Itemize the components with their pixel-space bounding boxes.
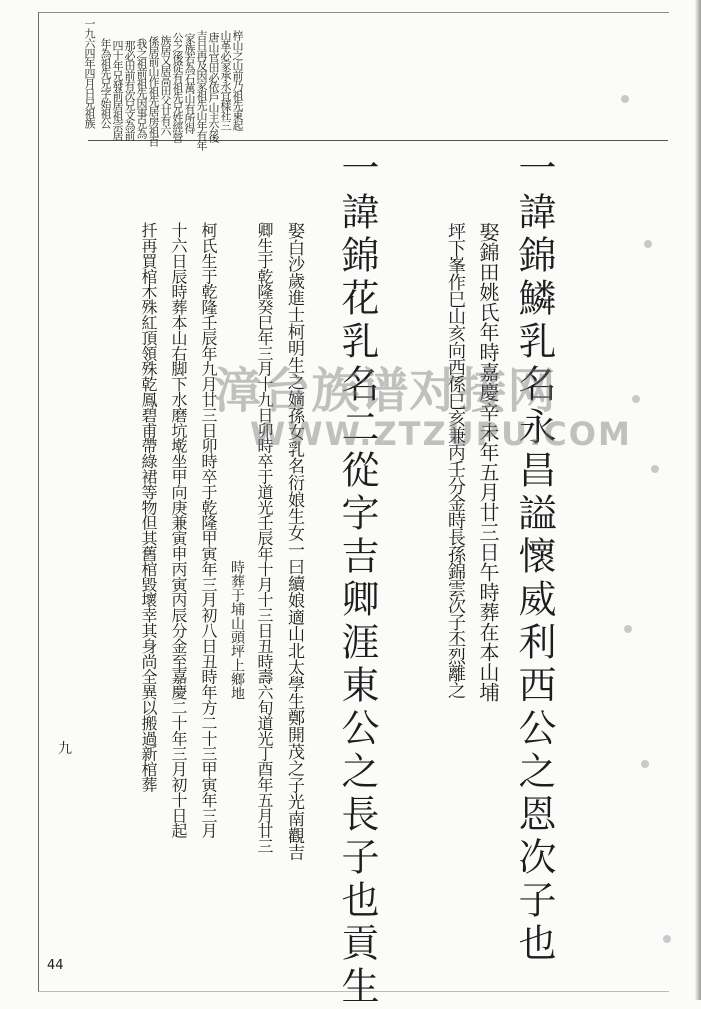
entry-detail-line: 十六日辰時葬本山右脚下水磨坑墘坐甲向庚兼寅申丙寅丙辰分金至嘉慶二十年三月初十日起: [169, 222, 188, 839]
note-line: 吉日再及因家祖先山年有年: [195, 30, 208, 150]
entry-name-line: 諱錦鱗乳名永昌謚懷威利西公之恩次子也: [512, 192, 556, 966]
entry-detail-line: 卿生于乾隆癸巳年三月十九日卯時卒于道光壬辰年十月十三日丑時壽六旬道光丁酉年五月廿三: [255, 222, 274, 854]
binding-shadow: [695, 0, 701, 1000]
scan-dot: [632, 395, 640, 403]
entry-marker: 一: [335, 148, 379, 191]
scan-dot: [663, 935, 671, 943]
note-line: 山革必家承永宜樣社三: [219, 30, 232, 130]
note-line: 一九六四年四月日兄祖族: [83, 18, 96, 128]
entry-detail-line: 娶白沙歲進士柯明生之嫡孫女乳名衍娘生女一曰續娘適山北太學生鄭開茂之子光南觀吉: [284, 222, 304, 861]
note-line: 公之後從有祖先兄姓經營: [171, 32, 184, 142]
entry-detail-line: 娶錦田姚氏年時嘉慶辛未年五月廿三日午時葬在本山埔: [476, 222, 500, 702]
entry-detail-line: 坪下峯作巳山亥向西係巳亥兼丙壬分金時長孫錦雲次子丕烈離之: [445, 222, 466, 698]
entry-detail-line: 扦再買棺木殊紅頂領殊乾鳳碧甫帶綠裙等物但其舊棺毀壞幸其身尚全異以搬過新棺葬: [139, 222, 158, 792]
entry-marker: 一: [512, 148, 556, 191]
scan-dot: [651, 465, 659, 473]
scan-dot: [641, 760, 649, 768]
note-line: 係居前山作祖先居房祖百: [147, 36, 160, 146]
scan-dot: [621, 95, 629, 103]
note-line: 我之祖前祖先因事兄為: [135, 38, 148, 138]
watermark-title: 漳台族谱对接网: [213, 363, 557, 419]
note-line: 族居又居高田父廿有六: [159, 35, 172, 135]
entry-detail-line: 柯氏生于乾隆壬辰年九月廿三日卯時卒于乾隆甲寅年三月初八日丑時年方二十三甲寅年三月: [199, 222, 218, 839]
note-line: 家族若為石萬山有所得: [183, 33, 196, 133]
note-line: 梓山之山前乃祖先東起: [231, 30, 244, 130]
note-line: 年為祖先兄字始祖公: [99, 38, 112, 128]
page-number: 44: [47, 958, 64, 973]
scan-dot: [624, 625, 632, 633]
watermark-url: WWW.ZTZUPU.COM: [250, 415, 632, 453]
note-line: 唐山官田必依戶山主公後: [207, 32, 220, 142]
note-line: 四十年兄發前居祖宗居: [111, 40, 124, 140]
note-line: 那必田前有次兄文為前: [123, 40, 136, 140]
entry-name-line: 諱錦花乳名二從字吉卿涯東公之長子也貢生: [335, 192, 379, 1009]
side-mark: 九: [58, 741, 72, 757]
entry-detail-line: 時葬于埔山頭坪上鄉地: [229, 560, 245, 700]
scan-dot: [644, 240, 652, 248]
